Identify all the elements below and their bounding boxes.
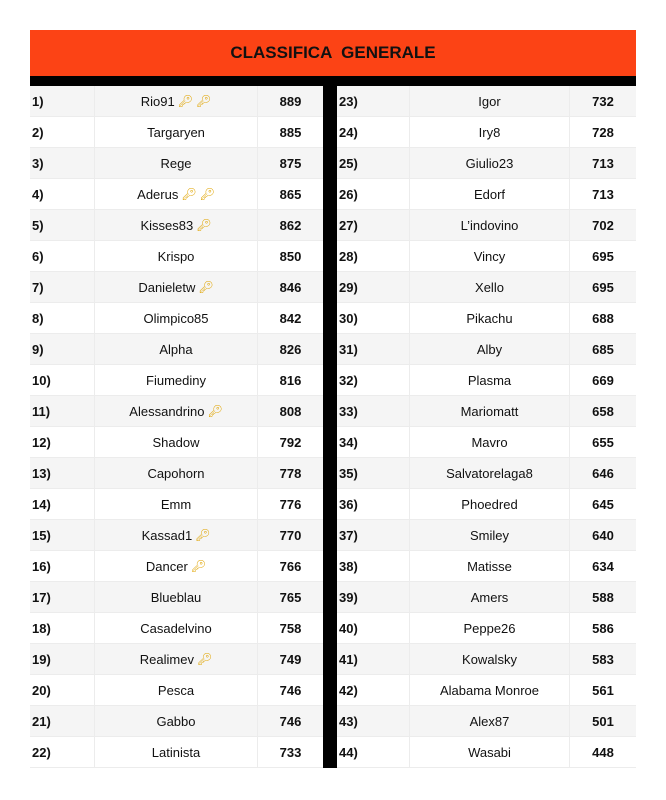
page-title: CLASSIFICA GENERALE xyxy=(30,30,636,76)
score-cell: 640 xyxy=(592,527,614,543)
player-name: Fiumediny xyxy=(146,372,206,388)
score-cell: 778 xyxy=(279,465,302,481)
rank-cell: 31) xyxy=(337,334,410,364)
player-name-cell xyxy=(95,365,258,395)
table-row xyxy=(337,737,636,768)
key-icon: 🔑︎ xyxy=(177,94,193,108)
player-name-cell xyxy=(410,489,570,519)
rank-cell: 35) xyxy=(337,458,410,488)
rank-cell: 4) xyxy=(30,179,95,209)
player-name: Latinista xyxy=(151,744,201,760)
player-name-cell xyxy=(95,148,258,178)
score-cell: 776 xyxy=(279,496,302,512)
table-row xyxy=(30,241,323,272)
player-name: Amers xyxy=(470,589,509,605)
player-name: Phoedred xyxy=(461,496,518,512)
player-name: Aderus xyxy=(137,186,179,202)
score-cell: 885 xyxy=(279,124,302,140)
player-name: Rio91 xyxy=(140,93,175,109)
player-name-cell xyxy=(95,396,258,426)
column-divider xyxy=(323,86,337,768)
player-name: Krispo xyxy=(157,248,195,264)
table-row xyxy=(30,613,323,644)
table-row xyxy=(30,675,323,706)
table-row xyxy=(337,582,636,613)
rank-cell: 10) xyxy=(30,365,95,395)
table-row xyxy=(337,272,636,303)
player-name-cell xyxy=(410,179,570,209)
player-name-cell xyxy=(95,241,258,271)
player-name: Danieletw xyxy=(138,279,196,295)
rank-cell: 20) xyxy=(30,675,95,705)
key-icon: 🔑︎ xyxy=(195,528,211,542)
player-name-cell xyxy=(95,334,258,364)
table-row xyxy=(30,210,323,241)
score-cell: 655 xyxy=(592,434,614,450)
rank-cell: 21) xyxy=(30,706,95,736)
rank-cell: 28) xyxy=(337,241,410,271)
score-cell: 792 xyxy=(279,434,302,450)
table-row xyxy=(337,706,636,737)
player-name: Salvatorelaga8 xyxy=(446,465,533,481)
player-name-cell xyxy=(95,582,258,612)
player-name: Alabama Monroe xyxy=(440,682,539,698)
score-cell: 713 xyxy=(592,155,614,171)
player-name: Mariomatt xyxy=(460,403,519,419)
player-name-cell xyxy=(410,241,570,271)
score-cell: 758 xyxy=(279,620,302,636)
table-row xyxy=(30,148,323,179)
table-row xyxy=(337,210,636,241)
player-name: Realimev xyxy=(139,651,194,667)
player-name: Capohorn xyxy=(147,465,205,481)
player-name: L’indovino xyxy=(460,217,519,233)
player-name-cell xyxy=(410,210,570,240)
rank-cell: 14) xyxy=(30,489,95,519)
score-cell: 816 xyxy=(279,372,302,388)
table-row xyxy=(337,644,636,675)
player-name: Mavro xyxy=(471,434,508,450)
score-cell: 586 xyxy=(592,620,614,636)
rank-cell: 6) xyxy=(30,241,95,271)
player-name: Casadelvino xyxy=(140,620,212,636)
table-row xyxy=(337,241,636,272)
player-name-cell xyxy=(410,551,570,581)
player-name: Alpha xyxy=(159,341,193,357)
key-icon: 🔑︎ xyxy=(199,187,215,201)
score-cell: 746 xyxy=(279,713,302,729)
key-icon: 🔑︎ xyxy=(195,94,212,108)
rank-cell: 40) xyxy=(337,613,410,643)
player-name-cell xyxy=(410,117,570,147)
score-cell: 685 xyxy=(592,341,614,357)
rank-cell: 32) xyxy=(337,365,410,395)
table-row xyxy=(337,86,636,117)
rank-cell: 1) xyxy=(30,86,95,116)
player-name: Smiley xyxy=(469,527,509,543)
player-name-cell xyxy=(410,396,570,426)
player-name-cell xyxy=(410,644,570,674)
player-name-cell xyxy=(410,148,570,178)
table-row xyxy=(30,706,323,737)
score-cell: 702 xyxy=(592,217,614,233)
player-name-cell xyxy=(410,272,570,302)
rank-cell: 19) xyxy=(30,644,95,674)
player-name: Olimpico85 xyxy=(143,310,209,326)
rank-cell: 18) xyxy=(30,613,95,643)
table-row xyxy=(30,117,323,148)
rank-cell: 41) xyxy=(337,644,410,674)
rank-cell: 2) xyxy=(30,117,95,147)
table-row xyxy=(30,334,323,365)
score-cell: 765 xyxy=(279,589,302,605)
score-cell: 646 xyxy=(592,465,614,481)
rank-cell: 37) xyxy=(337,520,410,550)
ranking-table-left xyxy=(30,86,323,768)
player-name-cell xyxy=(410,737,570,767)
player-name-cell xyxy=(410,427,570,457)
player-name: Rege xyxy=(160,155,192,171)
rank-cell: 42) xyxy=(337,675,410,705)
rank-cell: 16) xyxy=(30,551,95,581)
rank-cell: 3) xyxy=(30,148,95,178)
player-name: Kowalsky xyxy=(462,651,517,667)
key-icon: 🔑︎ xyxy=(190,559,207,573)
score-cell: 808 xyxy=(279,403,302,419)
rank-cell: 5) xyxy=(30,210,95,240)
player-name: Giulio23 xyxy=(465,155,514,171)
table-row xyxy=(30,427,323,458)
score-cell: 561 xyxy=(592,682,614,698)
rank-cell: 8) xyxy=(30,303,95,333)
player-name-cell xyxy=(95,179,258,209)
score-cell: 865 xyxy=(279,186,302,202)
player-name: Alex87 xyxy=(469,713,510,729)
score-cell: 770 xyxy=(279,527,302,543)
rank-cell: 15) xyxy=(30,520,95,550)
table-row xyxy=(337,396,636,427)
player-name: Plasma xyxy=(467,372,512,388)
player-name-cell xyxy=(95,86,258,116)
player-name: Dancer xyxy=(145,558,188,574)
table-row xyxy=(337,551,636,582)
table-row xyxy=(337,675,636,706)
player-name: Alby xyxy=(476,341,503,357)
score-cell: 728 xyxy=(592,124,614,140)
score-cell: 583 xyxy=(592,651,614,667)
player-name-cell xyxy=(95,613,258,643)
rank-cell: 33) xyxy=(337,396,410,426)
score-cell: 645 xyxy=(592,496,614,512)
player-name: Targaryen xyxy=(147,124,205,140)
ranking-table-right xyxy=(337,86,636,768)
player-name-cell xyxy=(95,489,258,519)
score-cell: 732 xyxy=(592,93,614,109)
score-cell: 846 xyxy=(279,279,302,295)
table-row xyxy=(337,489,636,520)
player-name: Alessandrino xyxy=(129,403,205,419)
player-name: Edorf xyxy=(473,186,506,202)
score-cell: 875 xyxy=(279,155,302,171)
table-row xyxy=(337,303,636,334)
score-cell: 588 xyxy=(592,589,614,605)
player-name-cell xyxy=(95,706,258,736)
table-row xyxy=(337,179,636,210)
rank-cell: 7) xyxy=(30,272,95,302)
table-row xyxy=(337,148,636,179)
table-row xyxy=(30,458,323,489)
score-cell: 448 xyxy=(592,744,614,760)
rank-cell: 44) xyxy=(337,737,410,767)
table-row xyxy=(30,272,323,303)
rank-cell: 13) xyxy=(30,458,95,488)
table-row xyxy=(30,644,323,675)
score-cell: 688 xyxy=(592,310,614,326)
player-name: Igor xyxy=(478,93,501,109)
score-cell: 889 xyxy=(279,93,302,109)
player-name: Pikachu xyxy=(466,310,513,326)
player-name-cell xyxy=(95,551,258,581)
table-row xyxy=(337,427,636,458)
score-cell: 713 xyxy=(592,186,614,202)
rank-cell: 17) xyxy=(30,582,95,612)
score-cell: 733 xyxy=(279,744,302,760)
player-name-cell xyxy=(410,613,570,643)
key-icon: 🔑︎ xyxy=(207,404,223,418)
player-name-cell xyxy=(410,582,570,612)
player-name: Peppe26 xyxy=(463,620,516,636)
rank-cell: 25) xyxy=(337,148,410,178)
table-row xyxy=(337,117,636,148)
rank-cell: 9) xyxy=(30,334,95,364)
player-name: Pesca xyxy=(157,682,195,698)
player-name-cell xyxy=(95,737,258,767)
rank-cell: 24) xyxy=(337,117,410,147)
player-name: Wasabi xyxy=(468,744,511,760)
table-row xyxy=(30,520,323,551)
key-icon: 🔑︎ xyxy=(181,187,197,201)
score-cell: 862 xyxy=(279,217,302,233)
player-name-cell xyxy=(95,427,258,457)
table-row xyxy=(30,396,323,427)
player-name-cell xyxy=(95,520,258,550)
table-row xyxy=(30,582,323,613)
score-cell: 850 xyxy=(279,248,302,264)
rank-cell: 43) xyxy=(337,706,410,736)
player-name-cell xyxy=(95,675,258,705)
score-cell: 634 xyxy=(592,558,614,574)
table-row xyxy=(30,303,323,334)
score-cell: 826 xyxy=(279,341,302,357)
player-name-cell xyxy=(410,520,570,550)
score-cell: 766 xyxy=(279,558,302,574)
rank-cell: 27) xyxy=(337,210,410,240)
table-row xyxy=(337,520,636,551)
rank-cell: 12) xyxy=(30,427,95,457)
rank-cell: 22) xyxy=(30,737,95,767)
player-name: Emm xyxy=(160,496,192,512)
rank-cell: 29) xyxy=(337,272,410,302)
player-name-cell xyxy=(95,458,258,488)
score-cell: 501 xyxy=(592,713,614,729)
key-icon: 🔑︎ xyxy=(196,218,212,232)
player-name-cell xyxy=(410,303,570,333)
player-name: Xello xyxy=(475,279,504,295)
player-name: Matisse xyxy=(467,558,512,574)
player-name: Gabbo xyxy=(156,713,196,729)
player-name-cell xyxy=(410,706,570,736)
player-name: Blueblau xyxy=(150,589,202,605)
rank-cell: 23) xyxy=(337,86,410,116)
rank-cell: 39) xyxy=(337,582,410,612)
player-name-cell xyxy=(410,365,570,395)
score-cell: 749 xyxy=(279,651,302,667)
rank-cell: 36) xyxy=(337,489,410,519)
table-row xyxy=(30,86,323,117)
player-name-cell xyxy=(95,272,258,302)
table-row xyxy=(30,737,323,768)
score-cell: 669 xyxy=(592,372,614,388)
player-name: Iry8 xyxy=(478,124,501,140)
table-row xyxy=(30,179,323,210)
player-name-cell xyxy=(95,117,258,147)
table-row xyxy=(337,334,636,365)
player-name-cell xyxy=(410,458,570,488)
player-name-cell xyxy=(95,644,258,674)
player-name: Kisses83 xyxy=(140,217,194,233)
rank-cell: 34) xyxy=(337,427,410,457)
score-cell: 695 xyxy=(592,279,614,295)
rank-cell: 11) xyxy=(30,396,95,426)
score-cell: 658 xyxy=(592,403,614,419)
table-row xyxy=(30,365,323,396)
player-name: Kassad1 xyxy=(141,527,193,543)
table-row xyxy=(337,458,636,489)
rank-cell: 30) xyxy=(337,303,410,333)
player-name: Shadow xyxy=(152,434,200,450)
table-row xyxy=(337,613,636,644)
score-cell: 842 xyxy=(279,310,302,326)
player-name: Vincy xyxy=(473,248,506,264)
header-divider xyxy=(30,76,636,86)
rank-cell: 38) xyxy=(337,551,410,581)
player-name-cell xyxy=(95,303,258,333)
player-name-cell xyxy=(410,334,570,364)
player-name-cell xyxy=(410,86,570,116)
key-icon: 🔑︎ xyxy=(196,652,213,666)
player-name-cell xyxy=(95,210,258,240)
rank-cell: 26) xyxy=(337,179,410,209)
key-icon: 🔑︎ xyxy=(198,280,214,294)
score-cell: 695 xyxy=(592,248,614,264)
table-row xyxy=(30,489,323,520)
table-row xyxy=(337,365,636,396)
table-row xyxy=(30,551,323,582)
player-name-cell xyxy=(410,675,570,705)
score-cell: 746 xyxy=(279,682,302,698)
